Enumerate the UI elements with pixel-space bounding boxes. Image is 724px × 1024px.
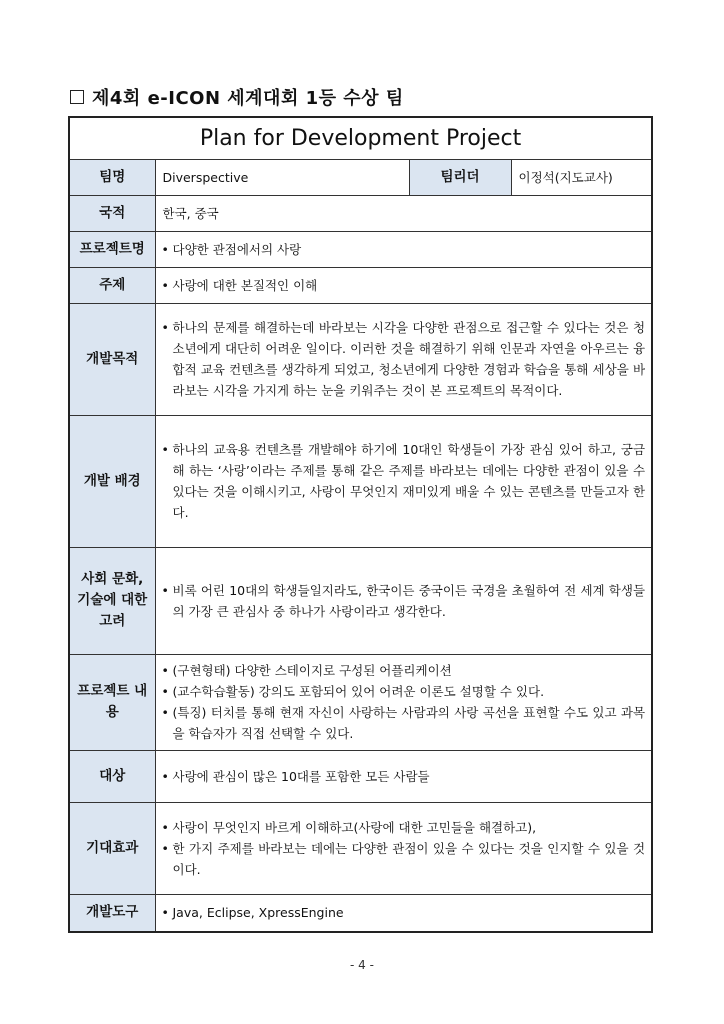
bullet-item: • 다양한 관점에서의 사랑 <box>162 239 646 260</box>
leader-label: 팀리더 <box>409 159 511 195</box>
nationality-value: 한국, 중국 <box>155 195 652 231</box>
bullet-item: • 비록 어린 10대의 학생들일지라도, 한국이든 중국이든 국경을 초월하여 전 세계 학생들의 가장 큰 관심사 중 하나가 사랑이라고 생각한다. <box>162 580 646 622</box>
team-value: Diverspective <box>155 159 409 195</box>
tools-value <box>155 894 652 932</box>
plan-table <box>68 116 653 933</box>
bullet-item: • 사랑에 대한 본질적인 이해 <box>162 275 646 296</box>
topic-value <box>155 267 652 303</box>
project-name-label: 프로젝트명 <box>69 231 155 267</box>
bullet-item: • (특징) 터치를 통해 현재 자신이 사랑하는 사람과의 사랑 곡선을 표현할 수도 있고 과목을 학습자가 직접 선택할 수 있다. <box>162 702 646 744</box>
purpose-value <box>155 303 652 415</box>
bullet-item: • 사랑에 관심이 많은 10대를 포함한 모든 사람들 <box>162 766 646 787</box>
section-heading <box>70 84 404 110</box>
effect-value <box>155 802 652 894</box>
bullet-item: • 사랑이 무엇인지 바르게 이해하고(사랑에 대한 고민들을 해결하고), <box>162 817 646 838</box>
content-value <box>155 654 652 750</box>
nationality-label: 국적 <box>69 195 155 231</box>
bullet-item: • 한 가지 주제를 바라보는 데에는 다양한 관점이 있을 수 있다는 것을 인지할 수 있을 것이다. <box>162 838 646 880</box>
page-number: - 4 - <box>350 958 374 972</box>
bullet-item: • 하나의 교육용 컨텐츠를 개발해야 하기에 10대인 학생들이 가장 관심 있어 하고, 궁금해 하는 ‘사랑’이라는 주제를 통해 같은 주제를 바라보는 데에는 다양한 관점이 있을 수 있다는 것을 이해시키고, 사랑이 무엇인지 재미있게 배울 수 있는 콘텐츠를 만들고자 한다. <box>162 439 646 523</box>
leader-value: 이정석(지도교사) <box>511 159 652 195</box>
tools-label: 개발도구 <box>69 894 155 932</box>
checkbox-icon <box>70 90 84 104</box>
effect-label: 기대효과 <box>69 802 155 894</box>
bullet-item: • 하나의 문제를 해결하는데 바라보는 시각을 다양한 관점으로 접근할 수 있다는 것은 청소년에게 대단히 어려운 일이다. 이러한 것을 해결하기 위해 인문과 자연을 아우르는 융합적 교육 컨텐츠를 생각하게 되었고, 청소년에게 다양한 경험과 학습을 통해 세상을 바라보는 시각을 가지게 하는 눈을 키워주는 것이 본 프로젝트의 목적이다. <box>162 317 646 401</box>
purpose-label: 개발목적 <box>69 303 155 415</box>
bullet-item: • Java, Eclipse, XpressEngine <box>162 902 646 923</box>
project-name-value <box>155 231 652 267</box>
target-value <box>155 750 652 802</box>
background-label: 개발 배경 <box>69 415 155 547</box>
topic-label: 주제 <box>69 267 155 303</box>
content-label: 프로젝트 내용 <box>69 654 155 750</box>
plan-title: Plan for Development Project <box>69 117 652 159</box>
culture-value <box>155 547 652 654</box>
team-label: 팀명 <box>69 159 155 195</box>
bullet-item: • (교수학습활동) 강의도 포함되어 있어 어려운 이론도 설명할 수 있다. <box>162 681 646 702</box>
target-label: 대상 <box>69 750 155 802</box>
background-value <box>155 415 652 547</box>
section-title-text: 제4회 e-ICON 세계대회 1등 수상 팀 <box>92 88 404 109</box>
culture-label: 사회 문화, 기술에 대한 고려 <box>69 547 155 654</box>
bullet-item: • (구현형태) 다양한 스테이지로 구성된 어플리케이션 <box>162 660 646 681</box>
